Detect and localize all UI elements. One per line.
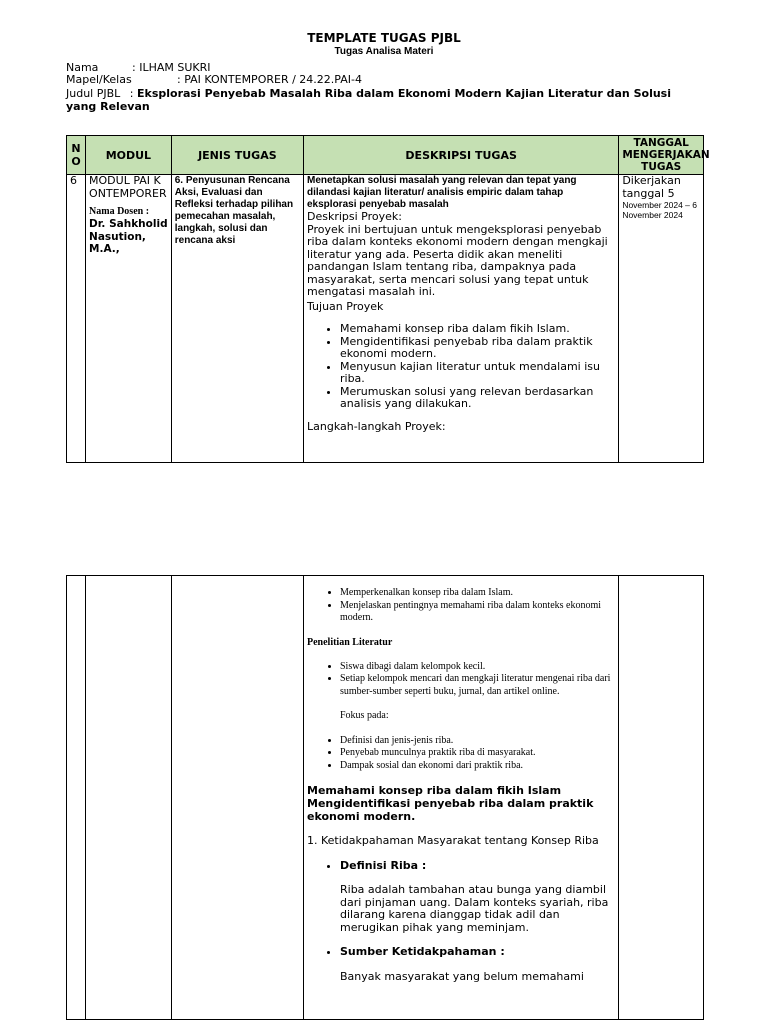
cell-deskripsi: [304, 175, 619, 463]
list-item: • Siswa dibagi dalam kelompok kecil.: [340, 661, 615, 674]
fokus-label: Fokus pada:: [340, 710, 389, 721]
sumber-text: Banyak masyarakat yang belum memahami: [340, 969, 584, 983]
desc-heading: Deskripsi Proyek:: [307, 210, 402, 223]
tanggal-sub: November 2024 – 6 November 2024: [622, 200, 697, 220]
intro-list: [307, 587, 615, 625]
list-item: • Memperkenalkan konsep riba dalam Islam.: [340, 587, 615, 600]
tanggal-main: Dikerjakan tanggal 5: [622, 174, 681, 200]
list-item: • Definisi dan jenis-jenis riba.: [340, 735, 615, 748]
meta-mapel: [66, 73, 362, 86]
cont-cell-modul: [86, 576, 172, 1020]
modul-text: MODUL PAI KONTEMPORER: [89, 174, 167, 200]
list-item: • Menjelaskan pentingnya memahami riba dalam konteks ekonomi modern.: [340, 600, 615, 625]
numbered-heading: 1. Ketidakpahaman Masyarakat tentang Konsep Riba: [307, 834, 599, 847]
bold-heading: Memahami konsep riba dalam fikih Islam Mengidentifikasi penyebab riba dalam praktik ekonomi modern.: [307, 784, 594, 823]
dosen-name: Dr. Sahkholid Nasution, M.A.,: [89, 218, 168, 255]
cont-cell-tanggal: [619, 576, 704, 1020]
judul-value: Eksplorasi Penyebab Masalah Riba dalam Ekonomi Modern Kajian Literatur dan Solusi yang Relevan: [66, 87, 671, 113]
desc-text: Proyek ini bertujuan untuk mengeksplorasi penyebab riba dalam konteks ekonomi modern dengan mengkaji literatur yang ada. Peserta didik akan meneliti pandangan Islam tentang riba, dampaknya pada masyarakat, serta mencari solusi yang tepat untuk mengatasi masalah ini.: [307, 222, 608, 298]
sumber-label: • Sumber Ketidakpahaman :: [340, 946, 615, 959]
tujuan-list: [307, 323, 615, 411]
tujuan-heading: Tujuan Proyek: [307, 299, 384, 313]
list-item: • Menyusun kajian literatur untuk mendalami isu riba.: [340, 361, 615, 386]
definisi-label: • Definisi Riba :: [340, 860, 615, 873]
cont-cell-deskripsi: [304, 576, 619, 1020]
cell-modul: [86, 175, 172, 463]
list-item: • Merumuskan solusi yang relevan berdasarkan analisis yang dilakukan.: [340, 386, 615, 411]
list-item: • Memahami konsep riba dalam fikih Islam.: [340, 323, 615, 336]
penelitian-heading: Penelitian Literatur: [307, 636, 393, 648]
list-item: • Dampak sosial dan ekonomi dari praktik riba.: [340, 760, 615, 773]
cell-tanggal: [619, 175, 704, 463]
nama-value: : ILHAM SUKRI: [132, 61, 211, 74]
desc-intro: Menetapkan solusi masalah yang relevan dan tepat yang dilandasi kajian literatur/ analisis empiric dalam tahap eksplorasi penyebab masalah: [307, 175, 577, 210]
fokus-list: [307, 735, 615, 773]
langkah-heading: Langkah-langkah Proyek:: [307, 419, 446, 433]
header-deskripsi: DESKRIPSI TUGAS: [304, 136, 619, 175]
cont-cell-no: [67, 576, 86, 1020]
task-table: [66, 135, 710, 463]
definisi-text: Riba adalah tambahan atau bunga yang diambil dari pinjaman uang. Dalam konteks syariah, riba dilarang karena dianggap tidak adil dan merugikan pihak yang meminjam.: [340, 883, 609, 934]
header-no: N O: [67, 136, 86, 175]
sumber-list: [307, 946, 615, 959]
cell-no: 6: [67, 175, 86, 463]
continuation-table: [66, 575, 704, 1020]
table-row: [67, 576, 704, 1020]
nama-label: Nama: [66, 61, 99, 74]
document-subtitle: Tugas Analisa Materi: [334, 46, 434, 57]
dosen-label: Nama Dosen :: [89, 206, 150, 217]
meta-judul: [66, 87, 686, 113]
list-item: • Mengidentifikasi penyebab riba dalam praktik ekonomi modern.: [340, 336, 615, 361]
mapel-label: Mapel/Kelas: [66, 73, 132, 86]
table-row: [67, 175, 704, 463]
table-header-row: [67, 136, 704, 175]
list-item: • Setiap kelompok mencari dan mengkaji literatur mengenai riba dari sumber-sumber seperti buku, jurnal, dan artikel online.: [340, 673, 615, 698]
list-item: • Penyebab munculnya praktik riba di masyarakat.: [340, 747, 615, 760]
judul-sep: :: [129, 87, 134, 100]
judul-label: Judul PJBL: [66, 87, 121, 100]
penelitian-list: [307, 661, 615, 699]
header-modul: MODUL: [86, 136, 172, 175]
header-tanggal: TANGGAL MENGERJAKAN TUGAS: [619, 136, 704, 175]
document-title: TEMPLATE TUGAS PJBL: [307, 31, 461, 45]
cont-cell-jenis: [171, 576, 303, 1020]
header-jenis: JENIS TUGAS: [171, 136, 303, 175]
mapel-value: : PAI KONTEMPORER / 24.22.PAI-4: [177, 73, 362, 86]
cell-jenis: 6. Penyusunan Rencana Aksi, Evaluasi dan Refleksi terhadap pilihan pemecahan masalah, langkah, solusi dan rencana aksi: [171, 175, 303, 463]
definisi-list: [307, 860, 615, 873]
